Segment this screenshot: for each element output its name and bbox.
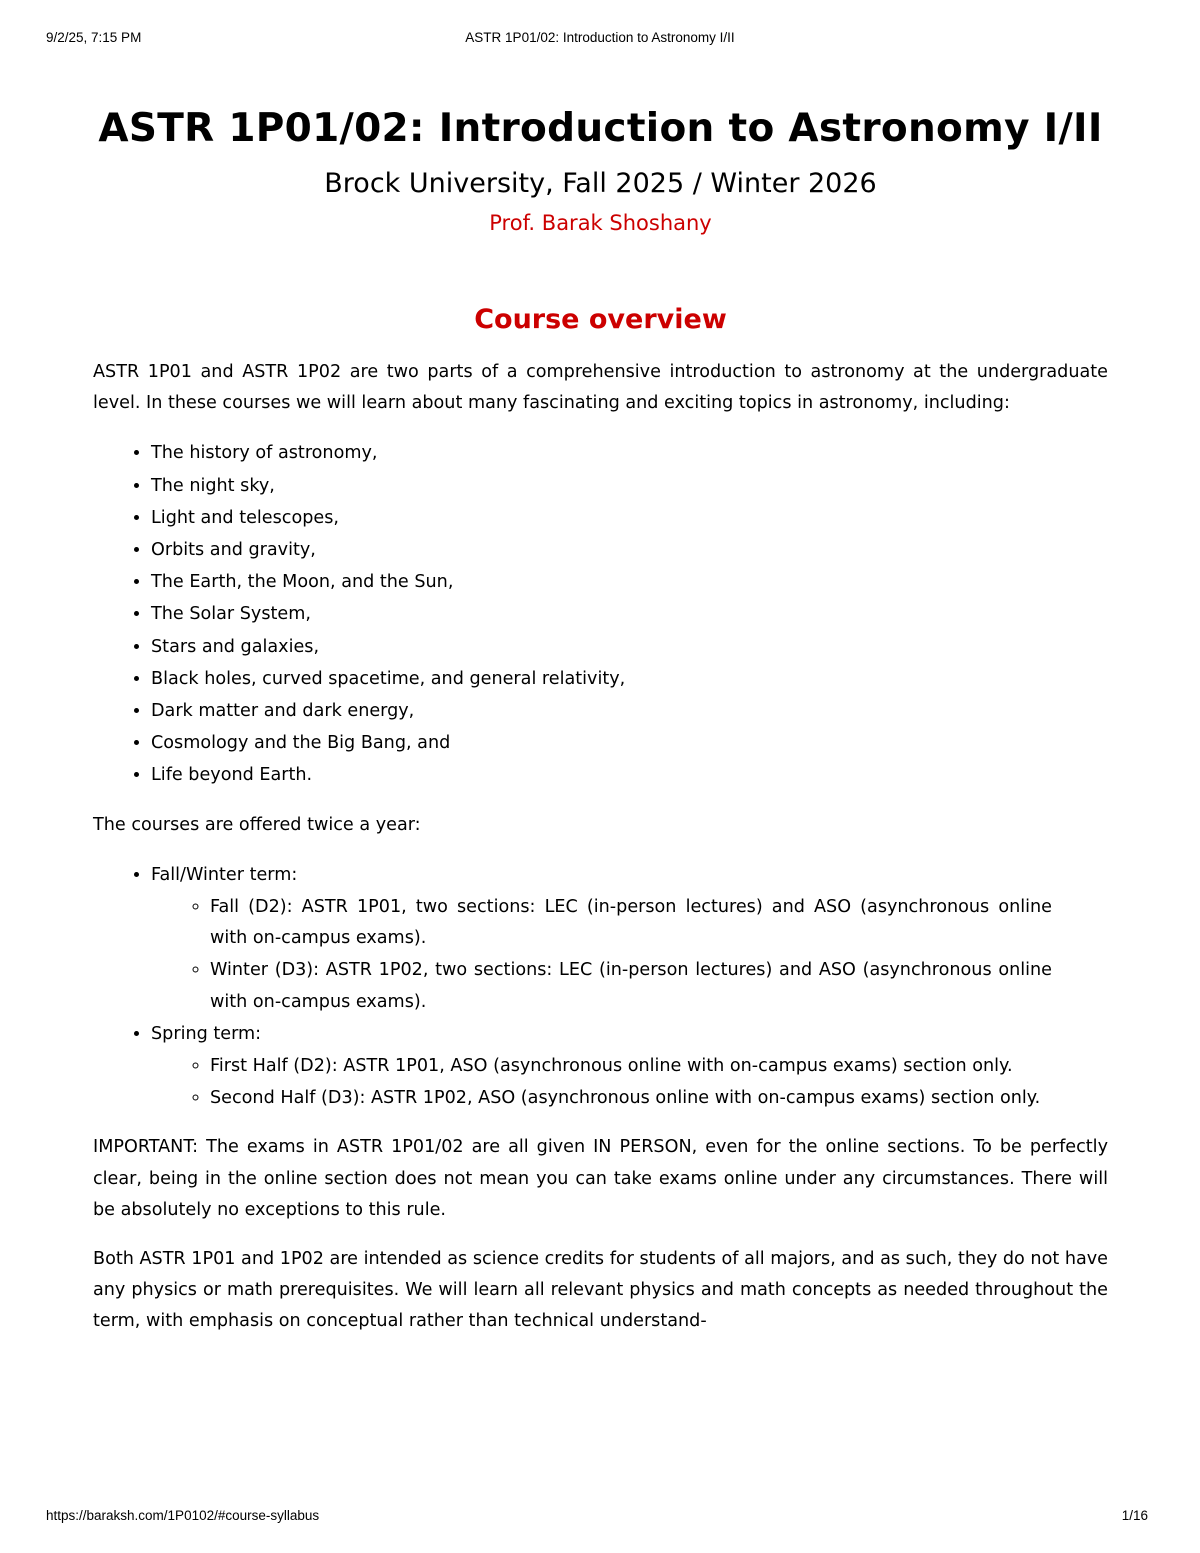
- term-label: Fall/Winter term:: [151, 864, 298, 885]
- list-item: • Orbits and gravity,: [151, 534, 1108, 566]
- list-item: ◦ Fall (D2): ASTR 1P01, two sections: LEC (in-person lectures) and ASO (asynchronous online with on-campus exams).: [210, 891, 1108, 954]
- print-page-title: ASTR 1P01/02: Introduction to Astronomy I/II: [465, 30, 735, 45]
- page-number: 1/16: [1121, 1508, 1148, 1523]
- credits-paragraph: Both ASTR 1P01 and 1P02 are intended as science credits for students of all majors, and as such, they do not have any physics or math prerequisites. We will learn all relevant physics and math concepts as needed throughout the term, with emphasis on conceptual rather than technical understand-: [93, 1249, 1108, 1332]
- list-item: • Life beyond Earth.: [151, 759, 1108, 791]
- terms-list: [93, 859, 1108, 1115]
- author-name: Prof. Barak Shoshany: [489, 211, 712, 235]
- list-item: • Light and telescopes,: [151, 502, 1108, 534]
- term-spring: [151, 1018, 1108, 1115]
- print-header: [46, 30, 1154, 50]
- page-title: ASTR 1P01/02: Introduction to Astronomy I/II: [98, 106, 1103, 151]
- list-item: • Dark matter and dark energy,: [151, 695, 1108, 727]
- topics-list: [93, 437, 1108, 791]
- list-item: ◦ First Half (D2): ASTR 1P01, ASO (asynchronous online with on-campus exams) section only.: [210, 1050, 1108, 1082]
- list-item: ◦ Winter (D3): ASTR 1P02, two sections: LEC (in-person lectures) and ASO (asynchronous online with on-campus exams).: [210, 954, 1108, 1017]
- term-label: Spring term:: [151, 1023, 262, 1044]
- important-paragraph: IMPORTANT: The exams in ASTR 1P01/02 are all given IN PERSON, even for the online sections. To be perfectly clear, being in the online section does not mean you can take exams online under any circumstances. There will be absolutely no exceptions to this rule.: [93, 1137, 1108, 1220]
- term-sublist: [151, 891, 1108, 1018]
- term-sublist: [151, 1050, 1108, 1114]
- list-item: • The Solar System,: [151, 598, 1108, 630]
- term-fall-winter: [151, 859, 1108, 1018]
- print-footer: [46, 1508, 1154, 1528]
- list-item: • The history of astronomy,: [151, 437, 1108, 469]
- document-body: [93, 98, 1108, 1338]
- offered-paragraph: The courses are offered twice a year:: [93, 814, 421, 835]
- list-item: • Cosmology and the Big Bang, and: [151, 727, 1108, 759]
- list-item: • Stars and galaxies,: [151, 631, 1108, 663]
- list-item: ◦ Second Half (D3): ASTR 1P02, ASO (asynchronous online with on-campus exams) section only.: [210, 1082, 1108, 1114]
- list-item: • Black holes, curved spacetime, and general relativity,: [151, 663, 1108, 695]
- page-subtitle: Brock University, Fall 2025 / Winter 2026: [324, 168, 877, 199]
- intro-paragraph: ASTR 1P01 and ASTR 1P02 are two parts of a comprehensive introduction to astronomy at the undergraduate level. In these courses we will learn about many fascinating and exciting topics in astronomy, including:: [93, 362, 1108, 414]
- print-url: https://baraksh.com/1P0102/#course-syllabus: [46, 1508, 320, 1523]
- list-item: • The night sky,: [151, 470, 1108, 502]
- section-heading-course-overview: Course overview: [474, 304, 727, 335]
- list-item: • The Earth, the Moon, and the Sun,: [151, 566, 1108, 598]
- print-date: 9/2/25, 7:15 PM: [46, 30, 142, 45]
